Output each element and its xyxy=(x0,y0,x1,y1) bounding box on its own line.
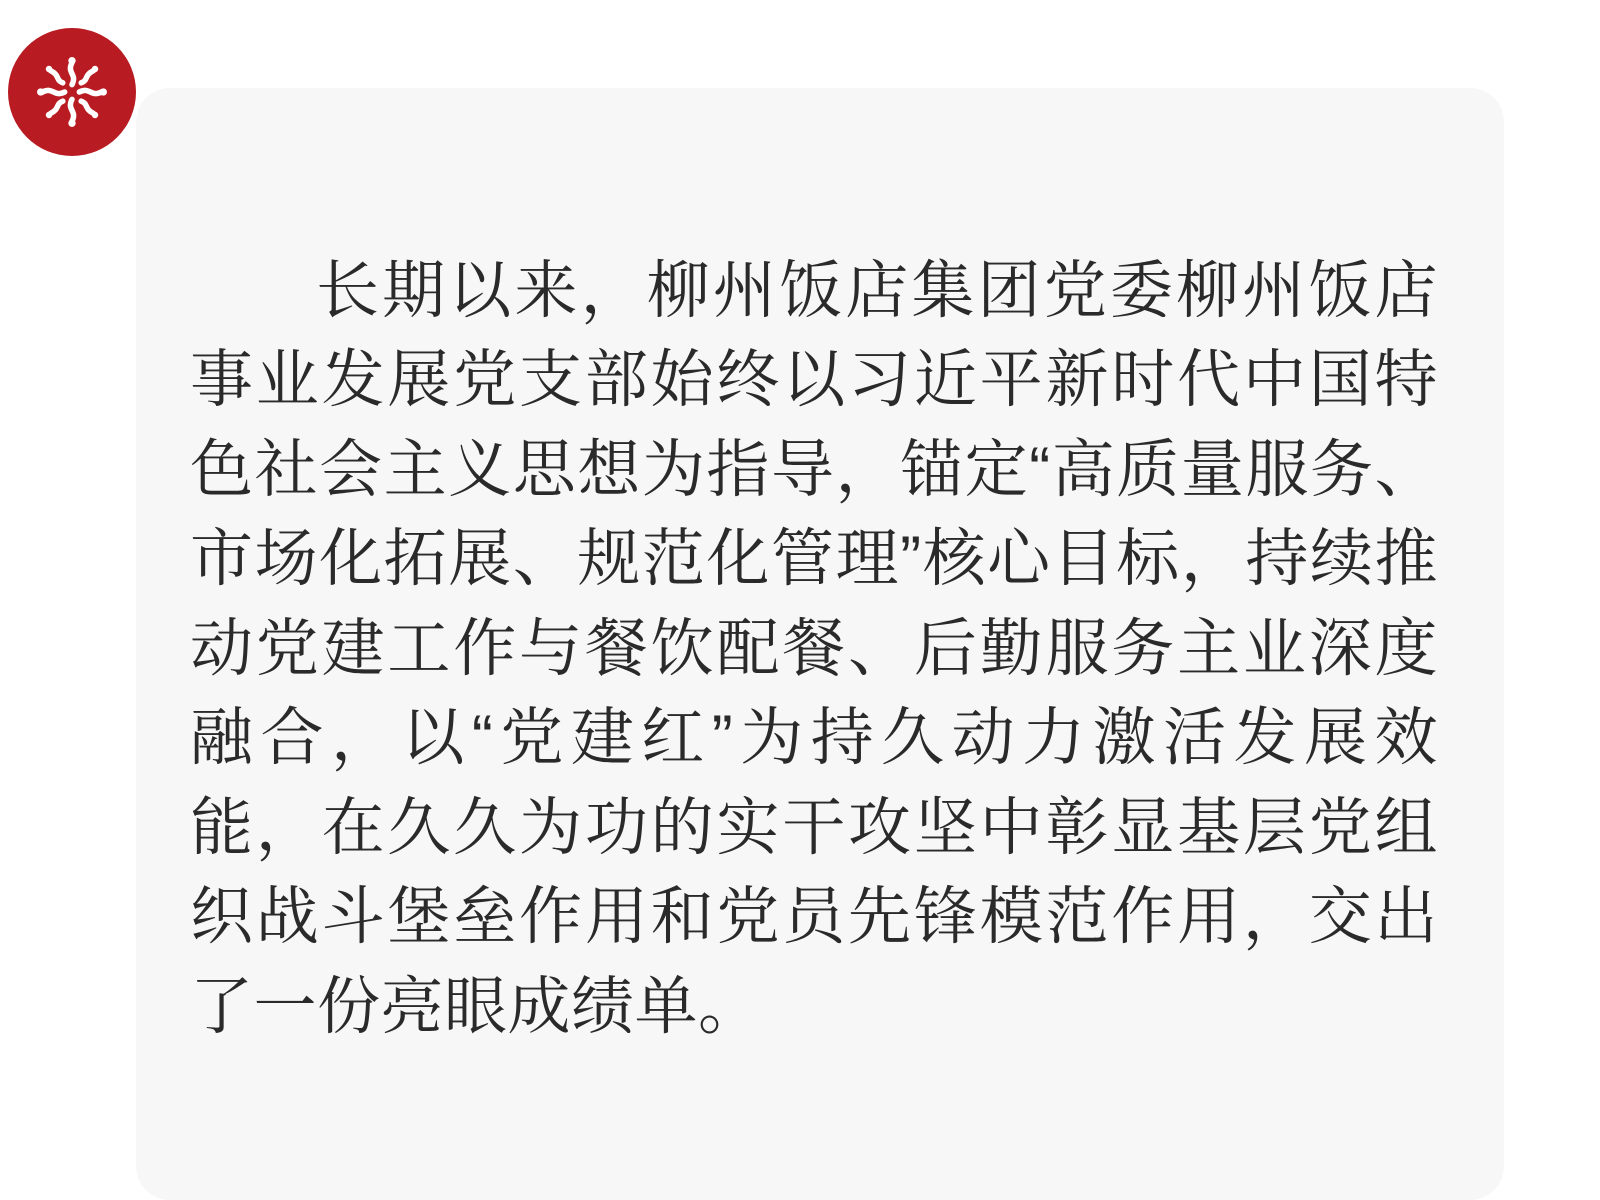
article-card xyxy=(136,88,1504,1200)
article-paragraph: 长期以来，柳州饭店集团党委柳州饭店事业发展党支部始终以习近平新时代中国特色社会主义思想为指导，锚定“高质量服务、市场化拓展、规范化管理”核心目标，持续推动党建工作与餐饮配餐、后勤服务主业深度融合，以“党建红”为持久动力激活发展效能，在久久为功的实干攻坚中彰显基层党组织战斗堡垒作用和党员先锋模范作用，交出了一份亮眼成绩单。 xyxy=(190,256,1438,1042)
snowflake-emblem-icon xyxy=(26,46,118,138)
circular-emblem-logo xyxy=(8,28,136,156)
